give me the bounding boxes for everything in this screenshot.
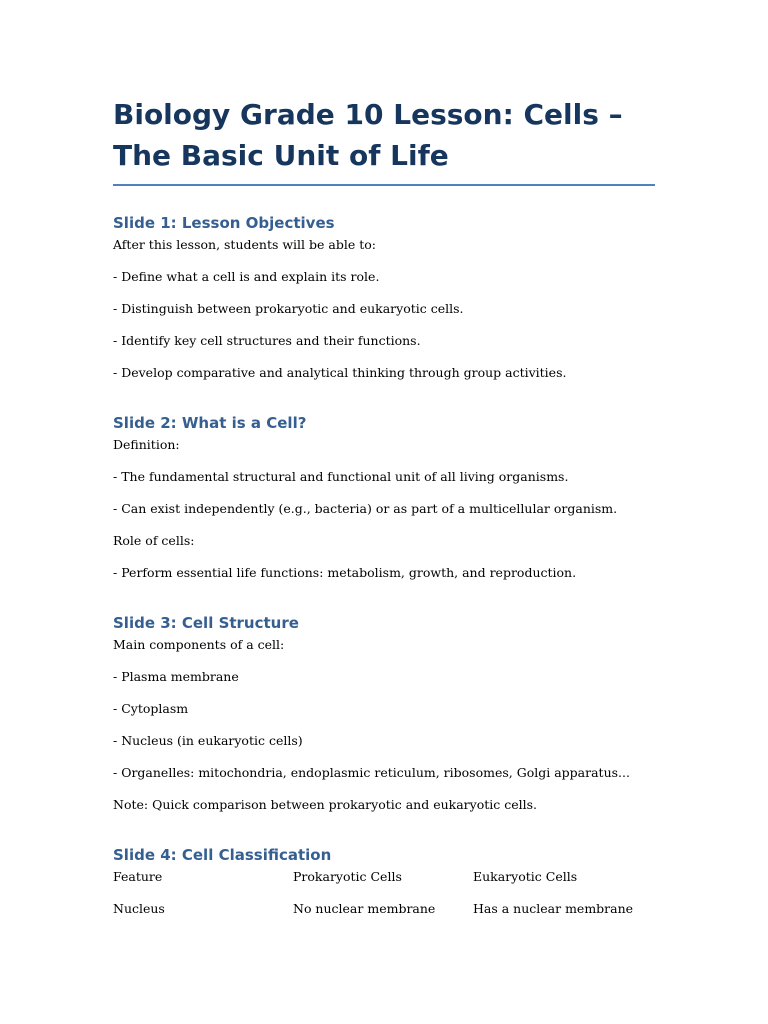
slide3-component-1: - Plasma membrane xyxy=(113,669,239,684)
slide3-intro: Main components of a cell: xyxy=(113,637,285,652)
slide3-component-3: - Nucleus (in eukaryotic cells) xyxy=(113,733,303,748)
slide1-objective-3: - Identify key cell structures and their functions. xyxy=(113,333,421,348)
document-page xyxy=(113,94,655,917)
table-header-cell: Eukaryotic Cells xyxy=(473,869,578,884)
slide2-heading: Slide 2: What is a Cell? xyxy=(113,414,307,432)
slide3-heading: Slide 3: Cell Structure xyxy=(113,614,299,632)
table-header-cell: Feature xyxy=(113,869,163,884)
slide3-component-2: - Cytoplasm xyxy=(113,701,189,716)
slide2-definition-2: - Can exist independently (e.g., bacteria) or as part of a multicellular organism. xyxy=(113,501,618,516)
slide1-objective-1: - Define what a cell is and explain its role. xyxy=(113,269,380,284)
slide1-intro: After this lesson, students will be able to: xyxy=(113,237,376,252)
slide3-note: Note: Quick comparison between prokaryotic and eukaryotic cells. xyxy=(113,797,538,812)
slide1-objective-2: - Distinguish between prokaryotic and eukaryotic cells. xyxy=(113,301,464,316)
slide4-heading: Slide 4: Cell Classification xyxy=(113,846,332,864)
slide3-component-4: - Organelles: mitochondria, endoplasmic reticulum, ribosomes, Golgi apparatus... xyxy=(113,765,630,780)
slide2-role-label: Role of cells: xyxy=(113,533,195,548)
table-cell: No nuclear membrane xyxy=(293,901,436,916)
document-title: Biology Grade 10 Lesson: Cells – The Basic Unit of Life xyxy=(113,94,655,186)
slide1-objective-4: - Develop comparative and analytical thinking through group activities. xyxy=(113,365,567,380)
table-cell: Has a nuclear membrane xyxy=(473,901,634,916)
table-cell: Nucleus xyxy=(113,901,165,916)
slide2-definition-1: - The fundamental structural and functional unit of all living organisms. xyxy=(113,469,569,484)
table-row xyxy=(113,901,655,917)
table-header-row xyxy=(113,869,655,885)
table-header-cell: Prokaryotic Cells xyxy=(293,869,402,884)
slide2-definition-label: Definition: xyxy=(113,437,180,452)
slide1-heading: Slide 1: Lesson Objectives xyxy=(113,214,335,232)
slide2-role-1: - Perform essential life functions: metabolism, growth, and reproduction. xyxy=(113,565,577,580)
